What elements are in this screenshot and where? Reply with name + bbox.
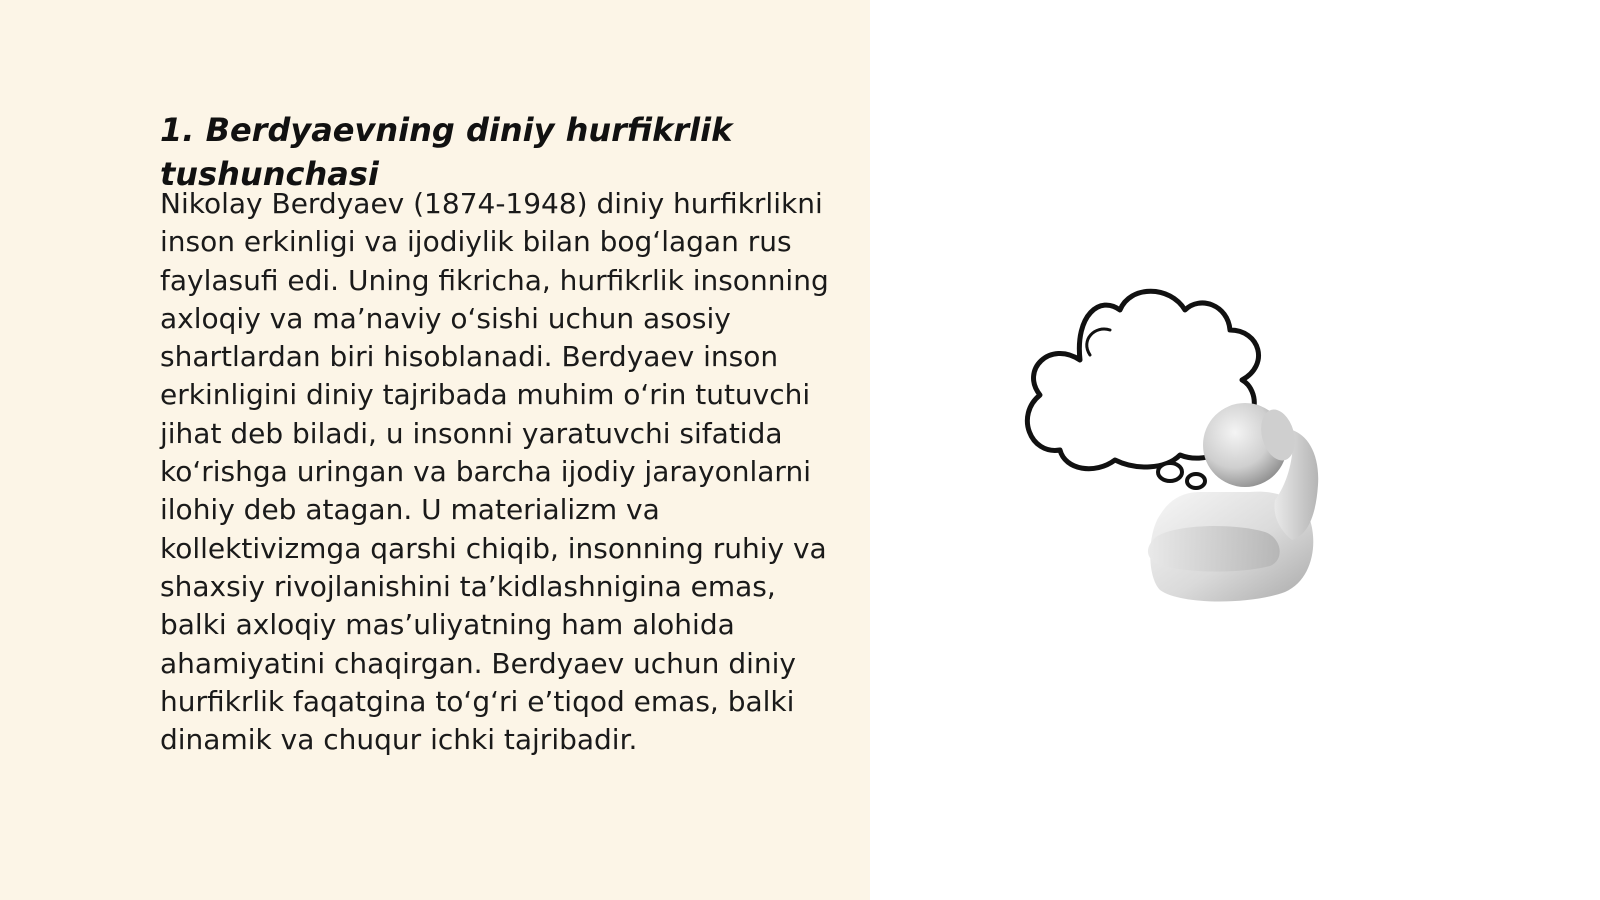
slide-title: 1. Berdyaevning diniy hurfikrlik tushunchasi [160, 111, 733, 193]
figure-arm [1148, 526, 1280, 572]
thinking-person-with-thought-bubble-icon [1020, 270, 1360, 620]
thought-bubble-small-2 [1187, 474, 1205, 488]
slide-body-text: Nikolay Berdyaev (1874-1948) diniy hurfikrlikni inson erkinligi va ijodiylik bilan bog‘lagan rus faylasufi edi. Uning fikricha, hurfikrlik insonning axloqiy va ma’naviy o‘sishi uchun asosiy shartlardan biri hisoblanadi. Berdyaev inson erkinligini diniy tajribada muhim o‘rin tutuvchi jihat deb biladi, u insonni yaratuvchi sifatida ko‘rishga uringan va barcha ijodiy jarayonlarni ilohiy deb atagan. U materializm va kollektivizmga qarshi chiqib, insonning ruhiy va shaxsiy rivojlanishini ta’kidlashnigina emas, balki axloqiy mas’uliyatning ham alohida ahamiyatini chaqirgan. Berdyaev uchun diniy hurfikrlik faqatgina to‘g‘ri e’tiqod emas, balki dinamik va chuqur ichki tajribadir. [160, 187, 829, 757]
thought-bubble-small-1 [1158, 463, 1182, 481]
thinking-person-illustration [1020, 270, 1360, 620]
